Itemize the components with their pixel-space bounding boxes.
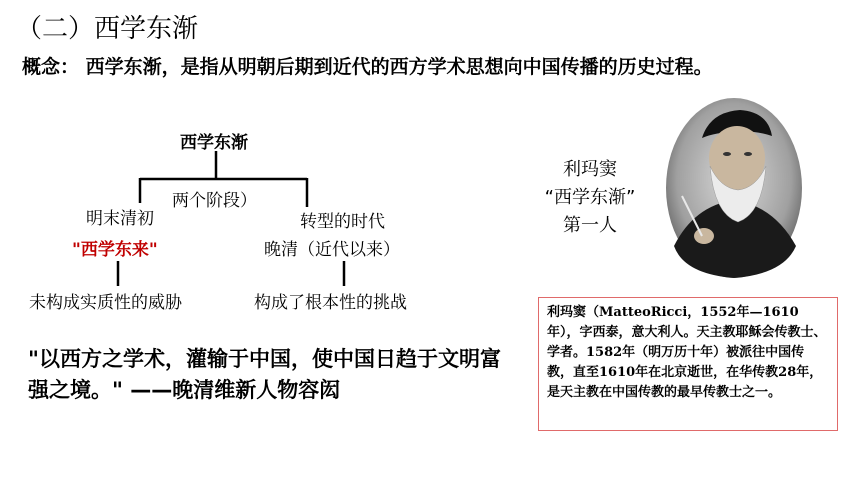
tree-root: 西学东渐: [180, 133, 248, 153]
right-branch-result: 构成了根本性的挑战: [254, 293, 407, 313]
tree-stage-count: 两个阶段）: [172, 191, 257, 211]
portrait-image: [664, 96, 804, 280]
historical-quote: "以西方之学术，灌输于中国，使中国日趋于文明富强之境。" ——晚清维新人物容闳: [28, 347, 501, 402]
right-branch-motto: 晚清（近代以来）: [264, 240, 400, 260]
caption-title: “西学东渐”: [544, 187, 636, 208]
left-branch-motto: "西学东来": [72, 240, 158, 260]
portrait-caption: [530, 156, 650, 240]
right-branch-period: 转型的时代: [300, 212, 385, 232]
section-title: （二）西学东渐: [16, 14, 199, 44]
bio-box: 利玛窦（MatteoRicci，1552年—1610年），字西泰，意大利人。天主教耶稣会传教士、学者。1582年（明万历十年）被派往中国传教，直至1610年在北京逝世，在华传教28年，是天主教在中国传教的最早传教士之一。: [538, 297, 838, 431]
concept-definition: 概念： 西学东渐，是指从明朝后期到近代的西方学术思想向中国传播的历史过程。: [22, 56, 713, 78]
caption-rank: 第一人: [563, 215, 617, 236]
caption-name: 利玛窦: [563, 159, 617, 180]
tree-connectors: [0, 0, 520, 320]
left-branch-period: 明末清初: [86, 209, 154, 229]
left-branch-result: 未构成实质性的威胁: [29, 293, 182, 313]
